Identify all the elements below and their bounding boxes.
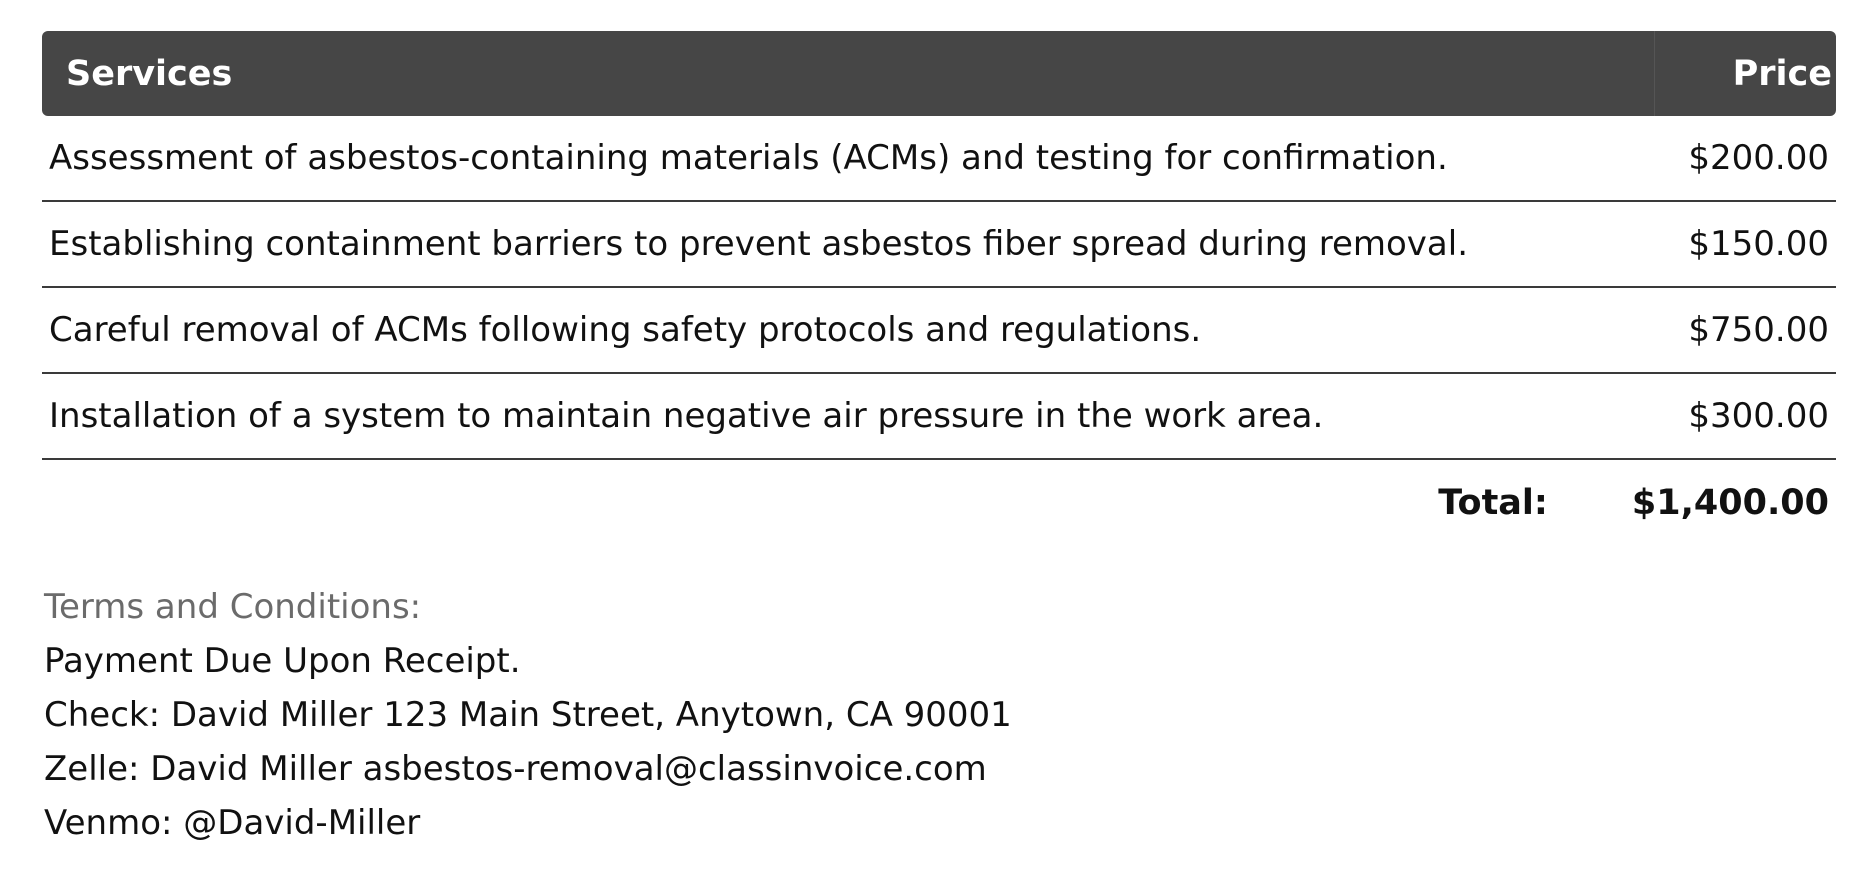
venmo-payment-line: Venmo: @David-Miller (44, 803, 421, 843)
service-price: $150.00 (1688, 224, 1829, 264)
table-row (42, 288, 1836, 374)
zelle-payment-line: Zelle: David Miller asbestos-removal@classinvoice.com (44, 749, 987, 789)
table-header (42, 31, 1836, 116)
service-price: $200.00 (1688, 138, 1829, 178)
price-column-header: Price (1654, 31, 1836, 116)
check-payment-line: Check: David Miller 123 Main Street, Anytown, CA 90001 (44, 695, 1012, 735)
table-row (42, 116, 1836, 202)
total-row (42, 460, 1836, 546)
service-description: Establishing containment barriers to prevent asbestos fiber spread during removal. (49, 224, 1469, 264)
services-column-header: Services (66, 53, 233, 94)
service-price: $750.00 (1688, 310, 1829, 350)
service-description: Assessment of asbestos-containing materials (ACMs) and testing for confirmation. (49, 138, 1448, 178)
terms-heading: Terms and Conditions: (44, 587, 422, 627)
table-row (42, 202, 1836, 288)
total-value: $1,400.00 (1631, 483, 1829, 523)
services-table (42, 31, 1836, 546)
total-label: Total: (1438, 483, 1548, 523)
service-price: $300.00 (1688, 396, 1829, 436)
table-row (42, 374, 1836, 460)
terms-section (44, 580, 1012, 850)
payment-due-line: Payment Due Upon Receipt. (44, 641, 521, 681)
service-description: Careful removal of ACMs following safety protocols and regulations. (49, 310, 1202, 350)
service-description: Installation of a system to maintain negative air pressure in the work area. (49, 396, 1324, 436)
